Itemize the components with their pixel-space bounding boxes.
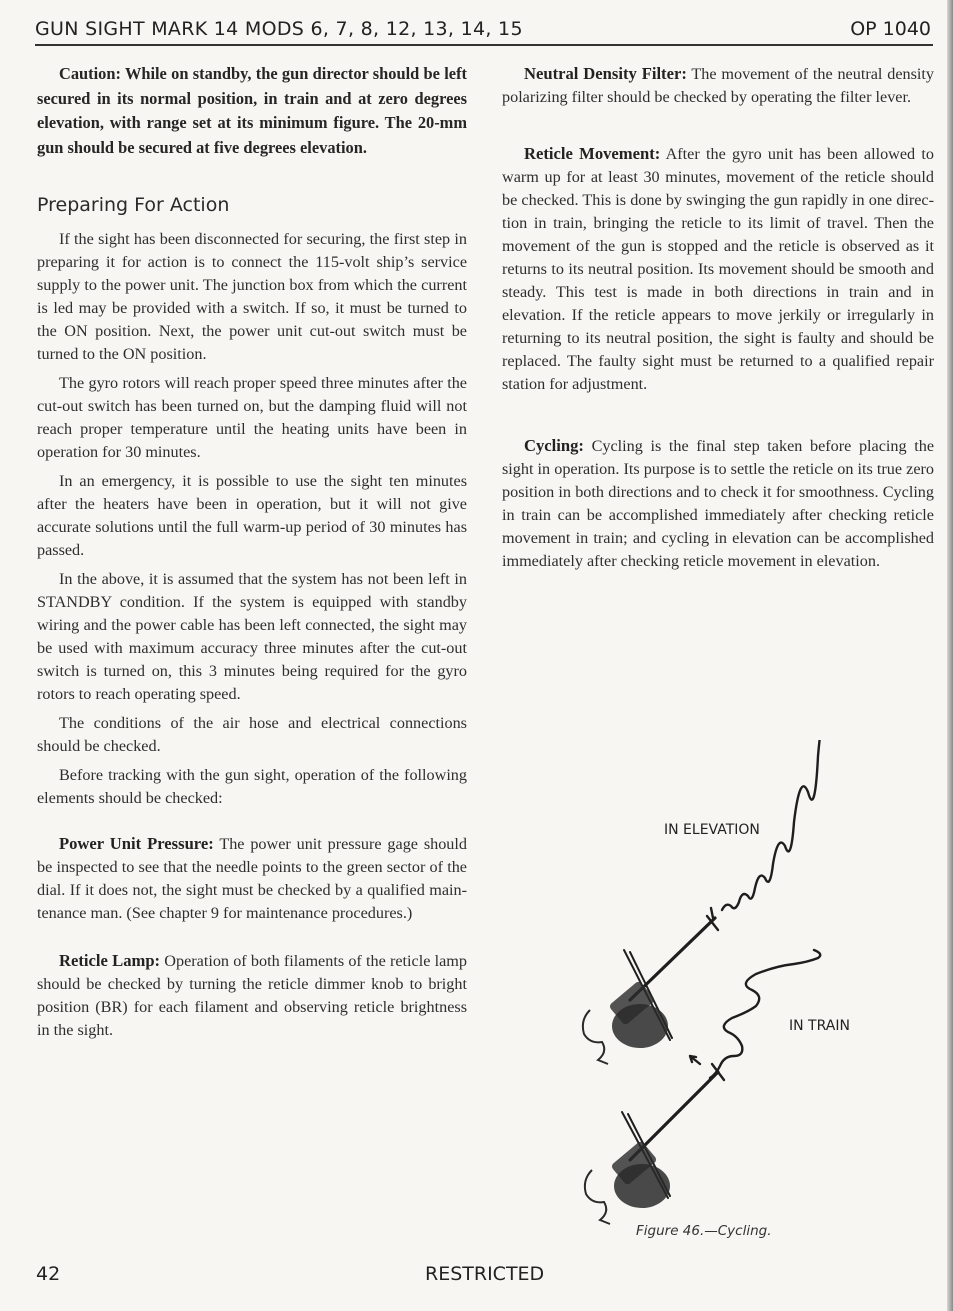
item-cycling	[502, 434, 934, 573]
document-code: OP 1040	[850, 18, 931, 40]
item-lead: Reticle Lamp:	[59, 951, 161, 970]
right-column	[502, 62, 934, 573]
figure-cycling-illustration	[560, 740, 890, 1230]
item-power-unit-pressure	[37, 832, 467, 925]
paragraph-air-hose: The conditions of the air hose and electrical connections should be checked.	[37, 714, 467, 755]
item-text: Cycling is the final step taken before placing the sight in operation. Its purpose is to settle the reticle on its true zero position in both directions and to check it for smoothness. Cycling in train can be accomplished immediately after checking reticle movement in train; and cycling in elevation can be accomplished immediately after checking reticle movement in elevation.	[502, 437, 935, 570]
item-lead: Power Unit Pressure:	[59, 834, 214, 853]
page-binding-edge	[947, 0, 953, 1311]
left-column	[37, 62, 467, 1042]
gun-cycling-drawing-icon	[560, 740, 890, 1230]
header-title: GUN SIGHT MARK 14 MODS 6, 7, 8, 12, 13, 14, 15	[35, 18, 523, 40]
running-header	[35, 18, 933, 46]
caution-note	[37, 62, 467, 160]
label-in-train: IN TRAIN	[789, 1018, 850, 1034]
paragraph-connect-power: If the sight has been disconnected for securing, the first step in preparing it for action is to connect the 115-volt ship’s service supply to the power unit. The junction box from which the current is led may be provided with a switch. If so, it must be turned to the ON position. Next, the power unit cut-out switch must be turned to the ON position.	[37, 230, 467, 363]
item-text: After the gyro unit has been allowed to warm up for at least 30 minutes, movement of the reticle should be checked. This is done by swinging the gun rapidly in one direction in train, bringing the reticle to its limit of travel. Then the movement of the gun is stopped and the reticle is observed as it returns to its neutral position. Its movement should be smooth and steady. This test is made in both directions in train and in elevation. If the reticle appears to move jerkily or irregularly in returning to its neutral position, the sight is faulty and should be replaced. The faulty sight must be returned to a qualified repair station for adjustment.	[502, 145, 934, 393]
paragraph-standby: In the above, it is assumed that the system has not been left in STANDBY condition. If the system is equipped with standby wiring and the power cable has been left connected, the sight may be used with maximum accuracy three minutes after the cut-out switch is turned on, this 3 minutes being required for the gyro rotors to reach operating speed.	[37, 570, 467, 703]
caution-lead: Caution:	[59, 64, 121, 83]
item-reticle-lamp	[37, 949, 467, 1042]
item-lead: Neutral Density Filter:	[524, 64, 687, 83]
item-text: Operation of both filaments of the reticle lamp should be checked by turning the reticle dimmer knob to bright position (BR) for each filament and observing reticle brightness in the sight.	[37, 952, 467, 1039]
item-text: The movement of the neutral density polarizing filter should be checked by operating the filter lever.	[502, 65, 934, 106]
caution-text: While on standby, the gun director should be left secured in its normal position, in train and at zero degrees elevation, with range set at its minimum figure. The 20-mm gun should be secured at five degrees elevation.	[37, 64, 467, 157]
section-heading: Preparing For Action	[37, 194, 230, 216]
classification-marking: RESTRICTED	[425, 1263, 545, 1285]
item-text: The power unit pressure gage should be inspected to see that the needle points to the green sector of the dial. If it does not, the sight must be checked by a qualified maintenance man. (See chapter 9 for maintenance procedures.)	[37, 835, 467, 922]
paragraph-before-tracking: Before tracking with the gun sight, operation of the following elements should be checked:	[37, 766, 467, 807]
item-lead: Reticle Movement:	[524, 144, 661, 163]
item-lead: Cycling:	[524, 436, 584, 455]
figure-caption: Figure 46.—Cycling.	[636, 1223, 772, 1239]
item-reticle-movement	[502, 142, 934, 396]
page-number: 42	[36, 1263, 61, 1285]
paragraph-gyro-rotors: The gyro rotors will reach proper speed three minutes after the cut-out switch has been turned on, but the damping fluid will not reach proper temperature until the heating units have been in operation for 30 minutes.	[37, 374, 467, 461]
paragraph-emergency: In an emergency, it is possible to use the sight ten minutes after the heaters have been in operation, but it will not give accurate solutions until the full warm-up period of 30 minutes has passed.	[37, 472, 467, 559]
item-neutral-density-filter	[502, 62, 934, 109]
label-in-elevation: IN ELEVATION	[664, 822, 760, 838]
